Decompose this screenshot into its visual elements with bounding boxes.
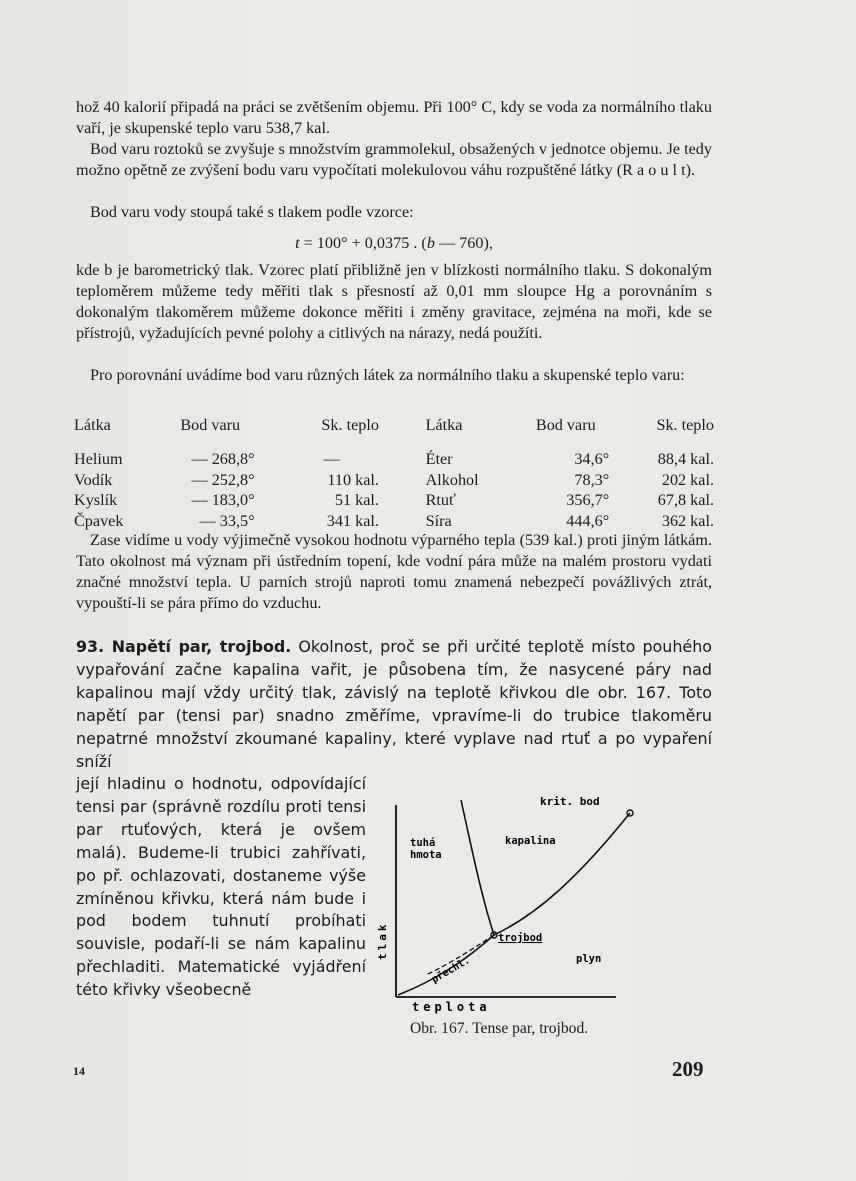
table-cell: Helium xyxy=(74,450,123,468)
label-liquid: kapalina xyxy=(505,835,556,847)
label-solid-1: tuhá xyxy=(410,837,436,849)
col-header: Látka xyxy=(74,415,111,434)
label-gas: plyn xyxy=(576,953,602,965)
table-cell: — 268,8° xyxy=(191,450,255,468)
table-row xyxy=(74,511,714,532)
col-gap xyxy=(379,490,426,511)
col-gap xyxy=(379,511,426,532)
x-axis-label: teplota xyxy=(412,1000,491,1014)
figure-caption: Obr. 167. Tense par, trojbod. xyxy=(410,1020,589,1037)
formula-body: = 100° + 0,0375 . ( xyxy=(299,234,427,252)
formula-tail: — 760), xyxy=(434,234,493,252)
section-93-continued: její hladinu o hodnotu, odpovídající tensi par (správně rozdílu proti tensi par rtuťových, která je ovšem malá). Budeme-li trubici zahřívati, po př. ochlazovati, dostaneme výše zmíněnou křivku, která nám bude i pod bodem tuhnutí probíhati souvisle, podaří-li se nám kapalinu přechladiti. Matematické vyjádření této křivky všeobecně xyxy=(76,774,366,1000)
table-cell: — 33,5° xyxy=(199,511,255,530)
col-header: Bod varu xyxy=(180,415,241,434)
label-solid-2: hmota xyxy=(410,849,442,861)
table-cell: 341 kal. xyxy=(326,511,379,530)
section-heading: 93. Napětí par, trojbod. xyxy=(76,637,292,656)
y-axis-label: tlak xyxy=(376,921,389,960)
table-cell: 88,4 kal. xyxy=(657,450,714,468)
section-text: Okolnost, proč se při určité teplotě místo pouhého vypařování začne kapalina vařit, je působena tím, že nasycené páry nad kapalinou mají vždy určitý tlak, závislý na teplotě křivkou dle obr. 167. Toto napětí par (tensi par) snadno změříme, vpravíme-li do trubice tlakoměru nepatrné množství zkoumané kapaliny, které vyplave nad rtuť a po vypaření sníží xyxy=(76,637,712,771)
table-cell: — xyxy=(323,450,340,468)
table-cell: 362 kal. xyxy=(661,511,714,530)
boiling-formula xyxy=(76,233,712,254)
table-cell: 202 kal. xyxy=(661,470,714,489)
col-header: Sk. teplo xyxy=(656,415,714,434)
page-number: 209 xyxy=(672,1057,704,1081)
table-cell: 444,6° xyxy=(566,511,610,530)
col-header: Bod varu xyxy=(535,415,596,434)
table-cell: Éter xyxy=(425,450,453,468)
melting-curve xyxy=(461,800,494,935)
col-gap xyxy=(379,449,426,470)
table-cell: 34,6° xyxy=(574,450,610,468)
col-gap xyxy=(379,470,426,491)
paragraph-boiling-solutions: Bod varu roztoků se zvyšuje s množstvím grammolekul, obsažených v jednotce objemu. Je tedy možno opětně ze zvýšení bodu varu vypočítati molekulovou váhu rozpuštěné látky (R a o u l t). xyxy=(76,140,712,180)
figure-167 xyxy=(376,785,666,1015)
table-cell: Síra xyxy=(425,511,452,530)
formula-var-b: b xyxy=(426,234,435,252)
table-cell: 356,7° xyxy=(566,491,610,509)
table-cell: Vodík xyxy=(74,470,113,489)
table-cell: 51 kal. xyxy=(334,491,379,509)
paragraph-latent-heat: hož 40 kalorií připadá na práci se zvětšením objemu. Při 100° C, kdy se voda za normálního tlaku vaří, je skupenské teplo varu 538,7 kal. xyxy=(76,98,712,138)
table-cell: Alkohol xyxy=(425,470,479,489)
table-cell: — 183,0° xyxy=(191,491,255,509)
section-93 xyxy=(76,636,712,773)
formula-var-t: t xyxy=(295,234,300,252)
signature-mark: 14 xyxy=(73,1064,85,1078)
label-critical-point: krit. bod xyxy=(540,795,600,808)
col-gap xyxy=(379,415,426,449)
table-header-row xyxy=(74,415,714,449)
table-cell: 78,3° xyxy=(574,470,610,489)
table-cell: — 252,8° xyxy=(191,470,255,489)
col-header: Látka xyxy=(425,415,463,434)
col-header: Sk. teplo xyxy=(321,415,379,434)
table-row xyxy=(74,490,714,511)
boiling-points-table xyxy=(74,415,714,531)
paragraph-pressure-intro: Bod varu vody stoupá také s tlakem podle vzorce: xyxy=(90,203,414,221)
table-row xyxy=(74,449,714,470)
paragraph-water-heat: Zase vidíme u vody výjimečně vysokou hodnotu výparného tepla (539 kal.) proti jiným látkám. Tato okolnost má význam při ústředním topení, kde vodní pára může na malém prostoru vydati značné množství tepla. U parních strojů naproti tomu znamená nebezpečí povážlivých ztrát, vypouští-li se pára přímo do vzduchu. xyxy=(76,531,712,613)
vaporization-curve xyxy=(494,813,630,935)
label-supercooled: přechl. xyxy=(430,954,473,986)
paragraph-table-intro: Pro porovnání uvádíme bod varu různých látek za normálního tlaku a skupenské teplo varu: xyxy=(90,366,685,384)
table-cell: Čpavek xyxy=(74,511,124,530)
table-cell: Kyslík xyxy=(74,491,118,509)
table-cell: 110 kal. xyxy=(327,470,379,489)
label-triple-point: trojbod xyxy=(498,932,543,944)
paragraph-barometric: kde b je barometrický tlak. Vzorec platí přibližně jen v blízkosti normálního tlaku. S dokonalým teploměrem můžeme tedy měřiti tlak s přesností až 0,01 mm sloupce Hg a porovnáním s dokonalým tlakoměrem můžeme dokonce měřiti i změny gravitace, zejména na moři, kde se přístrojů, vyžadujících pevné polohy a citlivých na nárazy, nedá použíti. xyxy=(76,261,712,343)
table-cell: Rtuť xyxy=(425,491,456,509)
table-row xyxy=(74,470,714,491)
table-cell: 67,8 kal. xyxy=(657,491,714,509)
